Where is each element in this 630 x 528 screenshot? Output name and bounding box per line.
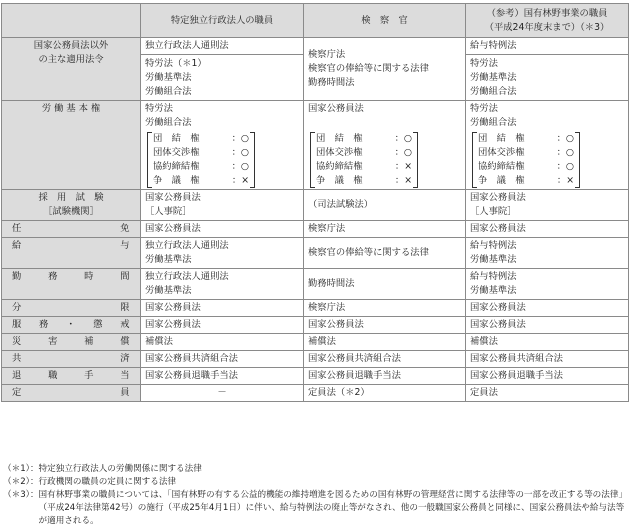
header-col3-line1: （参考）国有林野事業の職員 <box>486 7 608 19</box>
header-col-tokutei: 特定独立行政法人の職員 <box>141 4 304 38</box>
header-corner <box>2 4 141 38</box>
cell-tokutei: 国家公務員法 <box>141 221 304 238</box>
rights-row <box>153 160 249 174</box>
rights-row <box>153 174 249 188</box>
row-head-line: ［試験機関］ <box>43 206 99 217</box>
cell-kokuyu: 国家公務員共済組合法 <box>466 351 629 368</box>
cell-kensatsukan: 補償法 <box>304 334 466 351</box>
footnotes <box>3 463 627 528</box>
cell-line: 労働組合法 <box>470 86 517 97</box>
row-head-mutual-aid <box>2 351 141 368</box>
rights-row <box>316 160 412 174</box>
cell-line: 労働基準法 <box>470 72 517 83</box>
rights-value: ：○ <box>231 147 249 158</box>
table-row <box>2 190 629 221</box>
cell-kokuyu: 国家公務員退職手当法 <box>466 368 629 385</box>
row-head-recruitment-exam <box>2 190 141 221</box>
table-row <box>2 238 629 269</box>
cell-kokuyu: 国家公務員法 <box>466 300 629 317</box>
row-head-applicable-laws <box>2 38 141 101</box>
rights-row <box>316 174 412 188</box>
cell-line: 独立行政法人通則法 <box>145 271 229 282</box>
row-head-duty-discipline <box>2 317 141 334</box>
cell-kensatsukan: 検察庁法 <box>304 300 466 317</box>
cell-tokutei: 補償法 <box>141 334 304 351</box>
rights-value: ：○ <box>394 133 412 144</box>
table-row <box>2 300 629 317</box>
rights-value: ：× <box>394 161 412 172</box>
cell-kensatsukan-rights <box>304 101 466 190</box>
row-head-line: 給与 <box>12 240 130 251</box>
rights-label: 協約締結権 <box>478 161 525 172</box>
footnote-mark: （＊2）： <box>3 477 39 487</box>
cell-kensatsukan: 国家公務員退職手当法 <box>304 368 466 385</box>
rights-bracket <box>147 132 255 188</box>
rights-row <box>316 132 412 146</box>
footnote <box>3 463 627 476</box>
row-head-retirement <box>2 368 141 385</box>
cell-line: 独立行政法人通則法 <box>145 240 229 251</box>
rights-label: 争 議 権 <box>316 175 363 186</box>
cell-line: 勤務時間法 <box>308 77 355 88</box>
table-row <box>2 38 629 101</box>
rights-value: ：○ <box>231 161 249 172</box>
footnote-text: 国有林野事業の職員については、「国有林野の有する公益的機能の維持増進を図るための国有林野の管理経営に関する法律等の一部を改正する等の法律」（平成24年法律第42号）の施行（平成25年4月1日）に伴い、給与特例法の廃止等がなされ、他の一般職国家公務員と同様に、国家公務員法や給与法等が適用される。 <box>38 490 625 526</box>
cell-kokuyu: 定員法 <box>466 385 629 402</box>
rights-value: ：○ <box>556 133 574 144</box>
rights-row <box>478 160 574 174</box>
cell-line: 労働基準法 <box>470 254 517 265</box>
cell-line: 給与特例法 <box>470 240 517 251</box>
cell-line: 給与特例法 <box>470 40 517 51</box>
rights-value: ：○ <box>556 161 574 172</box>
cell-line: 特労法 <box>145 103 173 114</box>
cell-line: 労働基準法 <box>145 254 192 265</box>
row-head-staff-quota <box>2 385 141 402</box>
table-row <box>2 334 629 351</box>
comparison-table <box>1 3 629 402</box>
cell-line: ［人事院］ <box>470 206 517 217</box>
row-head-line: 災害補償 <box>12 336 130 347</box>
table-row <box>2 317 629 334</box>
table-row <box>2 221 629 238</box>
header-col-kokuyu-rinya <box>466 4 629 38</box>
rights-row <box>153 132 249 146</box>
cell-tokutei: － <box>141 385 304 402</box>
row-head-line: 退職手当 <box>12 370 130 381</box>
cell-tokutei-exam <box>141 190 304 221</box>
row-head-line: 国家公務員法以外 <box>33 40 109 51</box>
cell-line: 特労法（＊1） <box>145 58 207 69</box>
header-col3-line2: （平成24年度末まで）（＊3） <box>484 21 610 33</box>
cell-line: 労働組合法 <box>145 86 192 97</box>
footnote <box>3 489 627 528</box>
rights-value: ：○ <box>231 133 249 144</box>
table-row <box>2 269 629 300</box>
row-head-working-hours <box>2 269 141 300</box>
cell-subblock <box>141 54 303 99</box>
footnote-mark: （＊3）： <box>3 490 39 500</box>
rights-label: 団 結 権 <box>478 133 525 144</box>
cell-tokutei <box>141 269 304 300</box>
row-head-status <box>2 300 141 317</box>
cell-line: 労働組合法 <box>470 117 517 128</box>
cell-tokutei-laws <box>141 38 304 101</box>
cell-tokutei-rights <box>141 101 304 190</box>
row-head-line: の主な適用法令 <box>38 54 104 65</box>
cell-kensatsukan: 国家公務員法 <box>304 317 466 334</box>
rights-label: 団 結 権 <box>153 133 200 144</box>
cell-line: 労働基準法 <box>145 285 192 296</box>
cell-kokuyu-laws <box>466 38 629 101</box>
cell-tokutei: 国家公務員退職手当法 <box>141 368 304 385</box>
row-head-line: 定員 <box>12 387 130 398</box>
rights-value: ：○ <box>394 147 412 158</box>
row-head-line: 分限 <box>12 302 130 313</box>
header-row <box>2 4 629 38</box>
row-head-line: 採 用 試 験 <box>38 192 104 203</box>
rights-row <box>478 146 574 160</box>
row-head-line: 服務・懲戒 <box>12 319 130 330</box>
cell-kokuyu-exam <box>466 190 629 221</box>
row-head-labor-rights <box>2 101 141 190</box>
cell-line: 労働組合法 <box>145 117 192 128</box>
cell-kokuyu <box>466 269 629 300</box>
rights-value: ：× <box>231 175 249 186</box>
cell-subblock <box>466 54 628 99</box>
row-head-line: 勤務時間 <box>12 271 130 282</box>
rights-label: 争 議 権 <box>478 175 525 186</box>
rights-row <box>316 146 412 160</box>
cell-kensatsukan: 勤務時間法 <box>304 269 466 300</box>
table-row <box>2 351 629 368</box>
cell-line: 検察庁法 <box>308 49 346 60</box>
cell-kokuyu <box>466 238 629 269</box>
cell-tokutei: 国家公務員共済組合法 <box>141 351 304 368</box>
cell-line: 特労法 <box>470 103 498 114</box>
rights-label: 協約締結権 <box>316 161 363 172</box>
cell-line: 労働基準法 <box>470 285 517 296</box>
header-col-kensatsukan: 検 察 官 <box>304 4 466 38</box>
rights-row <box>153 146 249 160</box>
rights-bracket <box>310 132 418 188</box>
row-head-line: 任免 <box>12 223 130 234</box>
rights-value: ：○ <box>556 147 574 158</box>
rights-label: 団体交渉権 <box>153 147 200 158</box>
cell-line: 独立行政法人通則法 <box>145 40 229 51</box>
cell-kensatsukan: 国家公務員共済組合法 <box>304 351 466 368</box>
cell-kensatsukan-exam <box>304 190 466 221</box>
cell-kensatsukan-laws <box>304 38 466 101</box>
cell-line: 検察官の俸給等に関する法律 <box>308 63 429 74</box>
cell-kokuyu: 国家公務員法 <box>466 221 629 238</box>
cell-kensatsukan: 定員法（＊2） <box>304 385 466 402</box>
table-row <box>2 385 629 402</box>
table-row <box>2 101 629 190</box>
cell-kokuyu-rights <box>466 101 629 190</box>
footnote-text: 特定独立行政法人の労働関係に関する法律 <box>38 464 202 474</box>
cell-line: 労働基準法 <box>145 72 192 83</box>
rights-value: ：× <box>394 175 412 186</box>
cell-line: 国家公務員法 <box>470 192 526 203</box>
row-head-line: 共済 <box>12 353 130 364</box>
rights-label: 団体交渉権 <box>316 147 363 158</box>
cell-tokutei: 国家公務員法 <box>141 317 304 334</box>
cell-tokutei <box>141 238 304 269</box>
rights-value: ：× <box>556 175 574 186</box>
footnote <box>3 476 627 489</box>
rights-label: 団体交渉権 <box>478 147 525 158</box>
rights-bracket <box>472 132 580 188</box>
rights-row <box>478 174 574 188</box>
cell-line <box>308 116 461 130</box>
rights-label: 協約締結権 <box>153 161 200 172</box>
cell-kokuyu: 国家公務員法 <box>466 317 629 334</box>
cell-kokuyu: 補償法 <box>466 334 629 351</box>
row-head-line: 労 働 基 本 権 <box>41 103 101 114</box>
cell-line: 特労法 <box>470 58 498 69</box>
cell-kensatsukan: 検察官の俸給等に関する法律 <box>304 238 466 269</box>
rights-label: 争 議 権 <box>153 175 200 186</box>
row-head-appointment <box>2 221 141 238</box>
cell-line: 国家公務員法 <box>145 192 201 203</box>
row-head-salary <box>2 238 141 269</box>
cell-line: （司法試験法） <box>308 199 374 210</box>
footnote-mark: （＊1）： <box>3 464 39 474</box>
rights-row <box>478 132 574 146</box>
footnote-text: 行政機関の職員の定員に関する法律 <box>38 477 177 487</box>
cell-line: ［人事院］ <box>145 206 192 217</box>
row-head-compensation <box>2 334 141 351</box>
cell-kensatsukan: 検察庁法 <box>304 221 466 238</box>
cell-line: 給与特例法 <box>470 271 517 282</box>
cell-tokutei: 国家公務員法 <box>141 300 304 317</box>
cell-line: 国家公務員法 <box>308 103 364 114</box>
rights-label: 団 結 権 <box>316 133 363 144</box>
table-row <box>2 368 629 385</box>
